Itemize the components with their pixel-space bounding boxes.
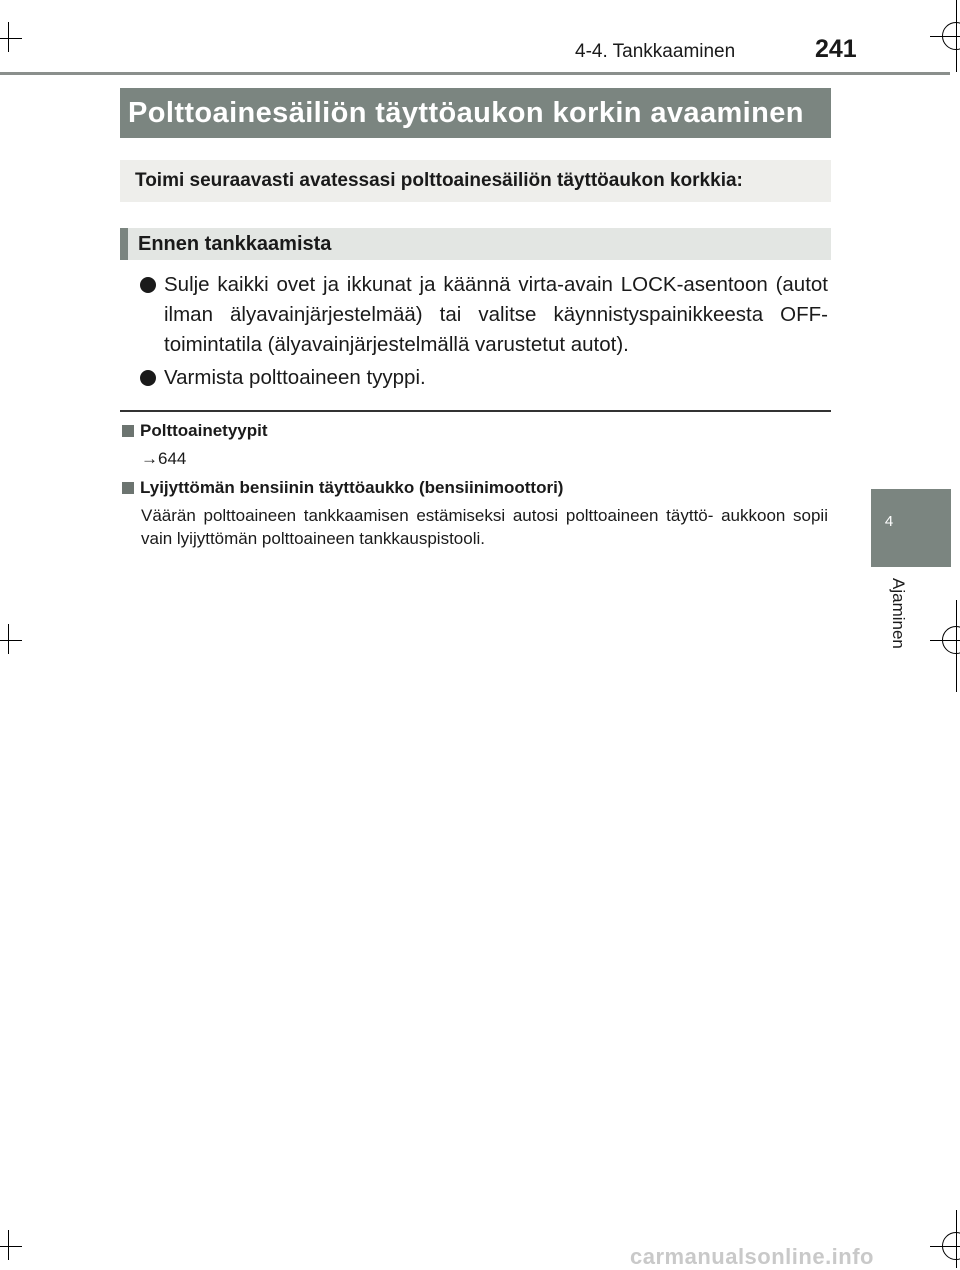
divider [120,410,831,412]
watermark: carmanualsonline.info [630,1244,874,1269]
note-unleaded-filler [122,478,828,550]
section-title: Polttoainesäiliön täyttöaukon korkin avaaminen [128,96,804,129]
note-body: Väärän polttoaineen tankkaamisen estämiseksi autosi polttoaineen täyttö- aukkoon sopii vain lyijyttömän polttoaineen tankkauspistooli. [141,506,828,548]
subsection-accent-bar [120,228,128,260]
square-bullet-icon [122,482,134,494]
header-rule [0,72,950,75]
bullet-icon [140,370,156,386]
section-reference: 4-4. Tankkaaminen [575,41,736,62]
note-fuel-types [122,421,828,470]
bullet-text: Sulje kaikki ovet ja ikkunat ja käännä virta-avain LOCK-asentoon (autot ilman älyavainjärjestelmää) tai valitse käynnistyspainikkeesta OFF-toimintatila (älyavainjärjestelmällä varustetut autot). [164,273,828,356]
note-heading: Polttoainetyypit [140,421,268,440]
page-reference-link[interactable]: →644 [141,449,187,468]
bullet-text: Varmista polttoaineen tyyppi. [164,366,426,389]
bullet-list [138,270,828,396]
intro-text: Toimi seuraavasti avatessasi polttoainesäiliön täyttöaukon korkkia: [120,160,831,202]
subsection-heading: Ennen tankkaamista [120,228,831,260]
list-item [138,363,828,393]
bullet-icon [140,277,156,293]
chapter-number: 4 [884,513,894,530]
square-bullet-icon [122,425,134,437]
list-item [138,270,828,360]
page-number: 241 [815,35,857,63]
section-title-bar [120,88,831,138]
chapter-label: Ajaminen [889,578,908,649]
note-heading: Lyijyttömän bensiinin täyttöaukko (bensiinimoottori) [140,478,564,497]
